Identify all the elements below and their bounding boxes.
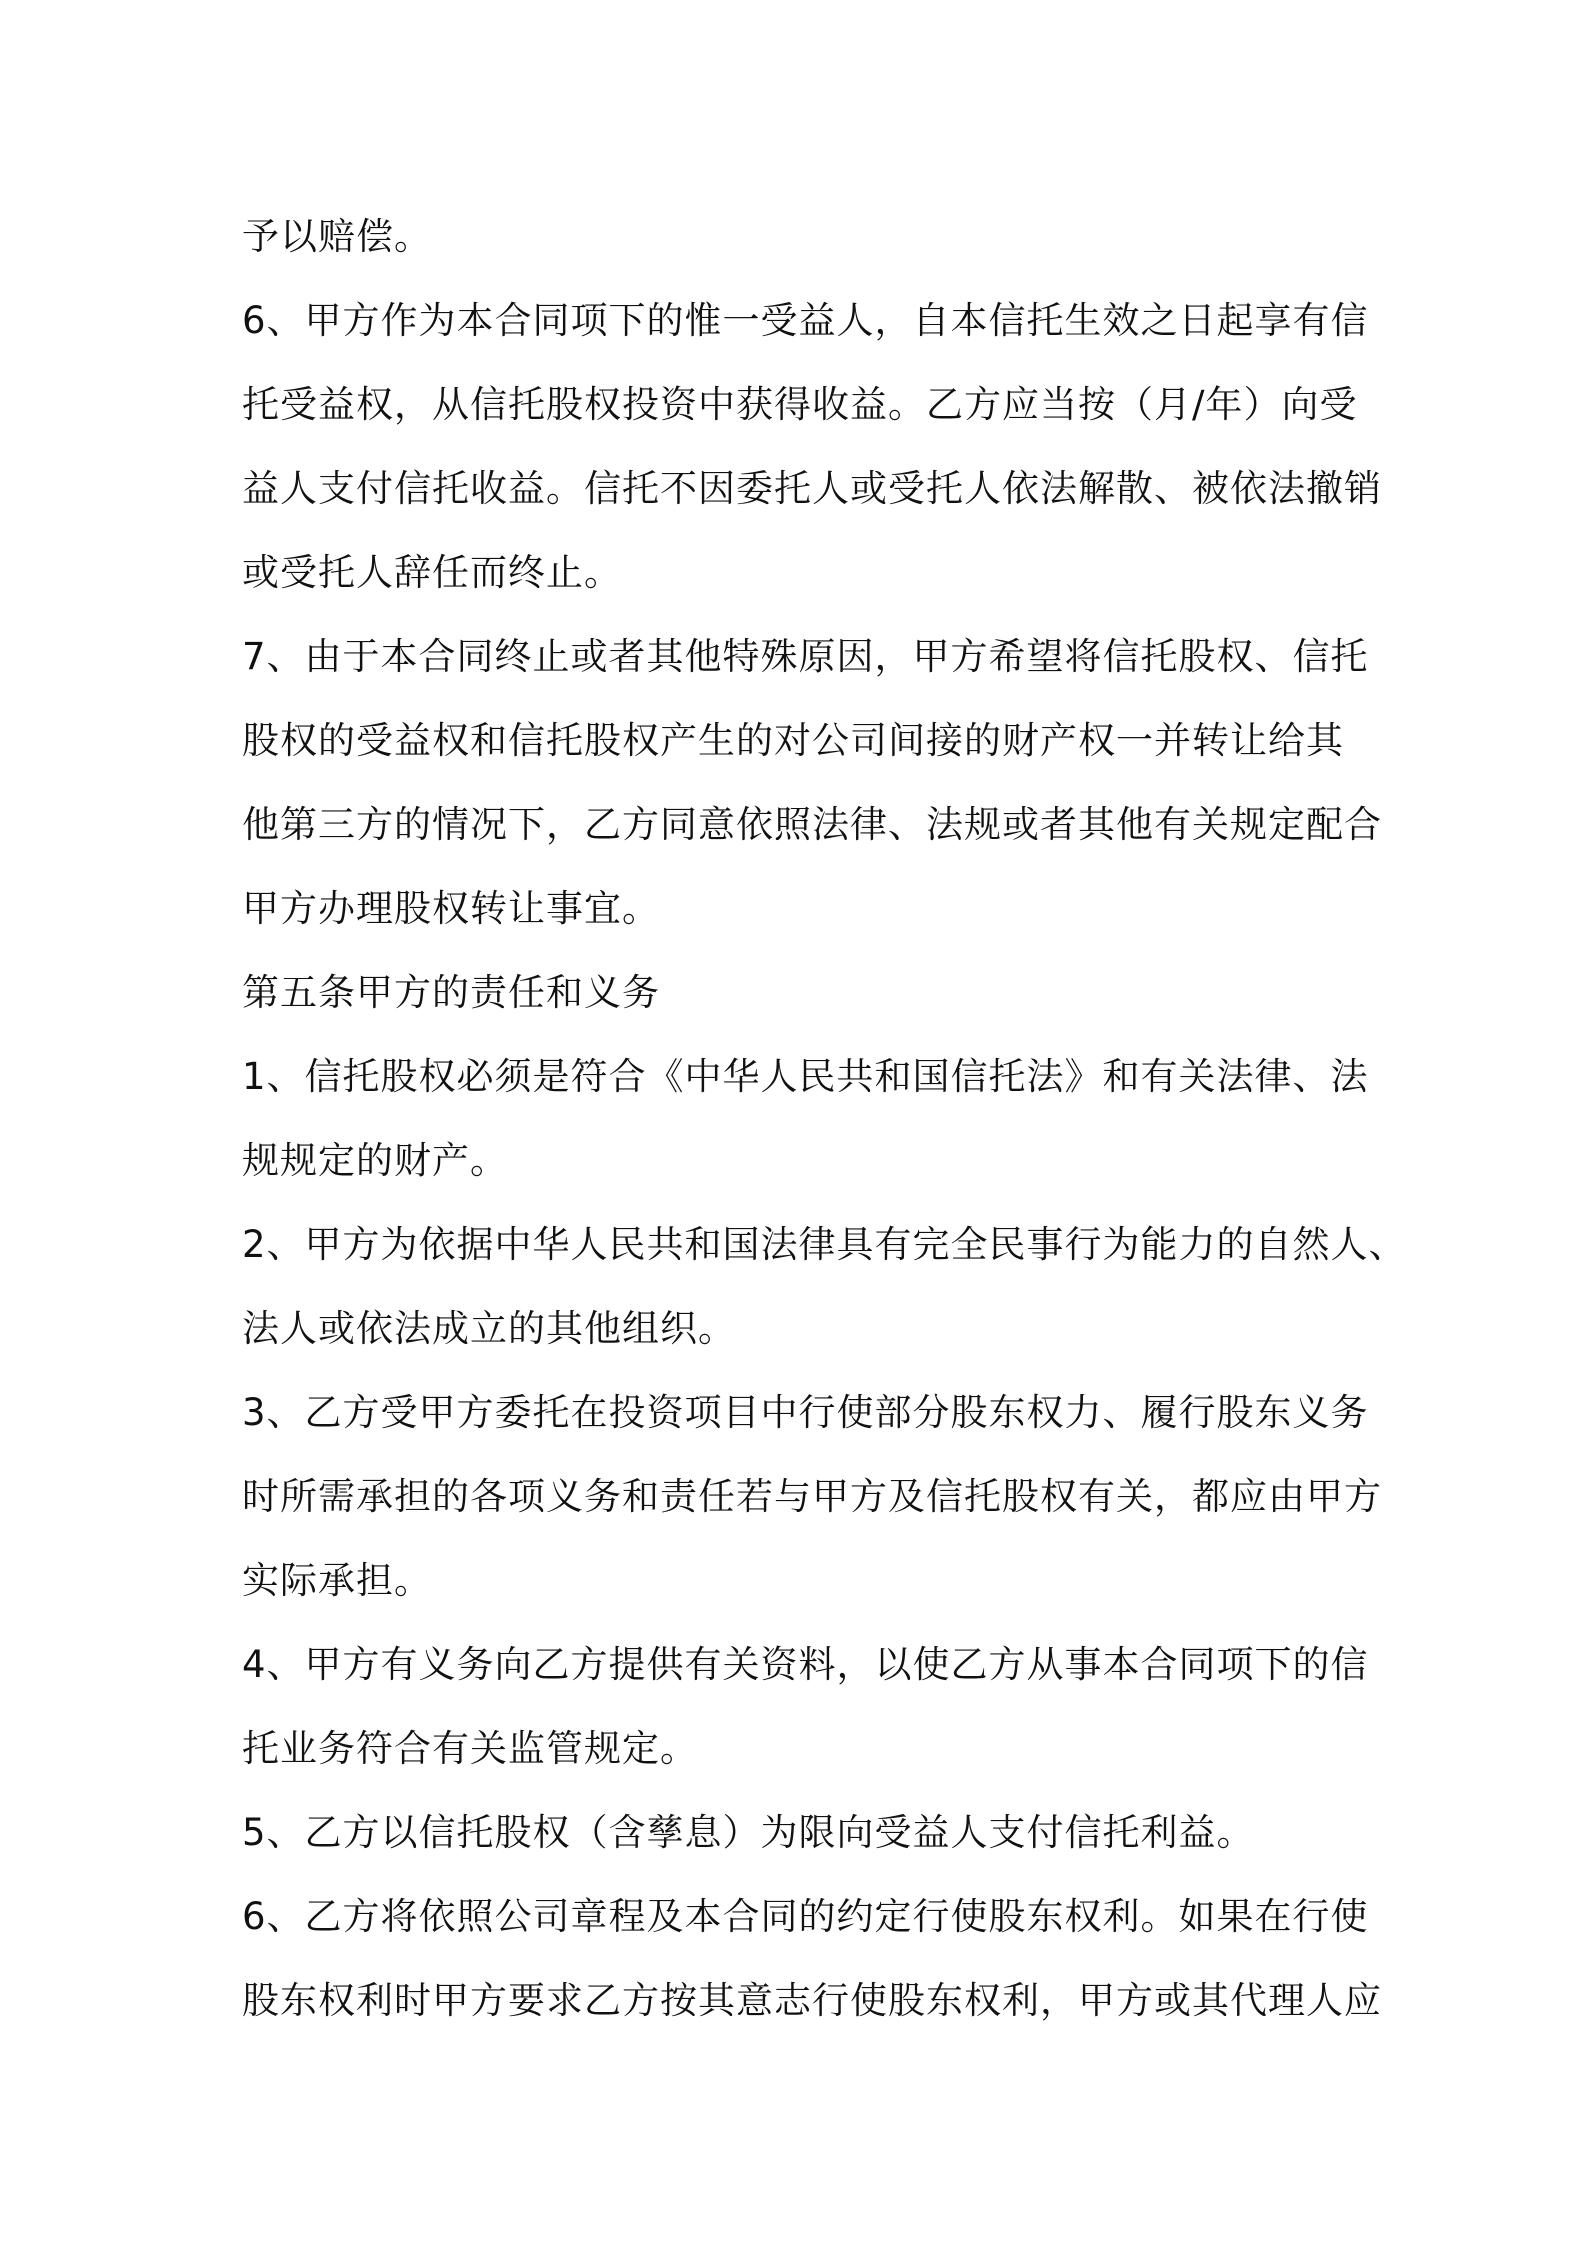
text-line: 益人支付信托收益。信托不因委托人或受托人依法解散、被依法撤销 (242, 467, 1382, 510)
text-line: 1、信托股权必须是符合《中华人民共和国信托法》和有关法律、法 (242, 1055, 1369, 1098)
text-line: 托受益权，从信托股权投资中获得收益。乙方应当按（月/年）向受 (242, 383, 1358, 426)
text-line: 6、甲方作为本合同项下的惟一受益人，自本信托生效之日起享有信 (242, 299, 1369, 342)
section-heading: 第五条甲方的责任和义务 (242, 971, 660, 1014)
text-line: 6、乙方将依照公司章程及本合同的约定行使股东权利。如果在行使 (242, 1895, 1369, 1938)
text-line: 3、乙方受甲方委托在投资项目中行使部分股东权力、履行股东义务 (242, 1391, 1369, 1434)
text-line: 予以赔偿。 (242, 215, 432, 258)
text-line: 5、乙方以信托股权（含孳息）为限向受益人支付信托利益。 (242, 1811, 1255, 1854)
text-line: 或受托人辞任而终止。 (242, 551, 622, 594)
text-line: 2、甲方为依据中华人民共和国法律具有完全民事行为能力的自然人、 (242, 1223, 1407, 1266)
text-line: 股东权利时甲方要求乙方按其意志行使股东权利，甲方或其代理人应 (242, 1979, 1382, 2022)
text-line: 4、甲方有义务向乙方提供有关资料，以使乙方从事本合同项下的信 (242, 1643, 1369, 1686)
text-line: 托业务符合有关监管规定。 (242, 1727, 698, 1770)
text-line: 他第三方的情况下，乙方同意依照法律、法规或者其他有关规定配合 (242, 803, 1382, 846)
text-line: 时所需承担的各项义务和责任若与甲方及信托股权有关，都应由甲方 (242, 1475, 1382, 1518)
text-line: 甲方办理股权转让事宜。 (242, 887, 660, 930)
contract-text-body (242, 195, 1407, 2043)
text-line: 实际承担。 (242, 1559, 432, 1602)
text-line: 法人或依法成立的其他组织。 (242, 1307, 736, 1350)
text-line: 7、由于本合同终止或者其他特殊原因，甲方希望将信托股权、信托 (242, 635, 1369, 678)
text-line: 规规定的财产。 (242, 1139, 508, 1182)
text-line: 股权的受益权和信托股权产生的对公司间接的财产权一并转让给其 (242, 719, 1344, 762)
